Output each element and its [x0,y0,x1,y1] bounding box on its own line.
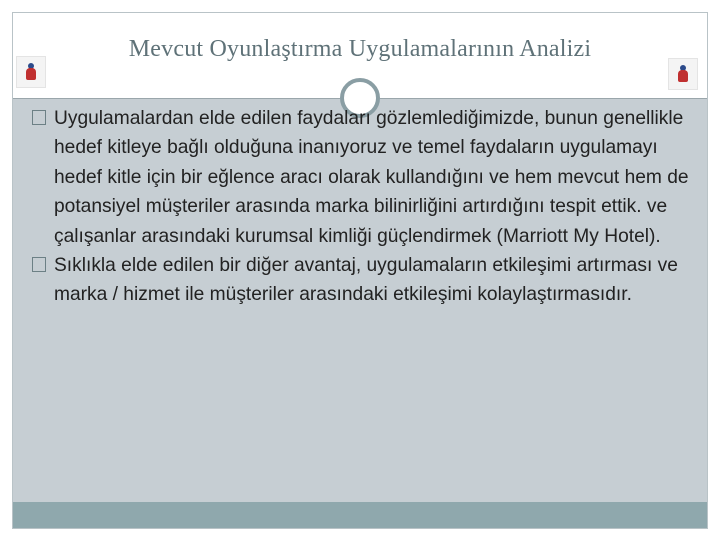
doll-body [26,68,36,80]
bullet-text: Sıklıkla elde edilen bir diğer avantaj, uygulamaların etkileşimi artırması ve marka / hizmet ile müşteriler arasındaki etkileşimi kolaylaştırmasıdır. [54,255,678,306]
slide-title: Mevcut Oyunlaştırma Uygulamalarının Analizi [128,36,592,62]
checkbox-bullet-icon [32,110,46,125]
bullet-list [32,104,692,310]
bullet-text: Uygulamalardan elde edilen faydaları gözlemlediğimizde, bunun genellikle hedef kitleye bağlı olduğuna inanıyoruz ve temel faydaların uygulamayı hedef kitle için bir eğlence aracı olarak kullandığını ve hem mevcut hem de potansiyel müşteriler arasında marka bilinirliğini artırdığını tespit ettik. ve çalışanlar arasındaki kurumsal kimliği güçlendirmek (Marriott My Hotel). [54,108,689,247]
footer-bar [13,502,707,528]
checkbox-bullet-icon [32,257,46,272]
doll-figure [26,63,36,81]
doll-body [678,70,688,82]
doll-figure [678,65,688,83]
bullet-item [32,104,692,251]
title-divider-left [13,98,340,99]
title-divider-right [380,98,707,99]
bullet-item [32,251,692,310]
